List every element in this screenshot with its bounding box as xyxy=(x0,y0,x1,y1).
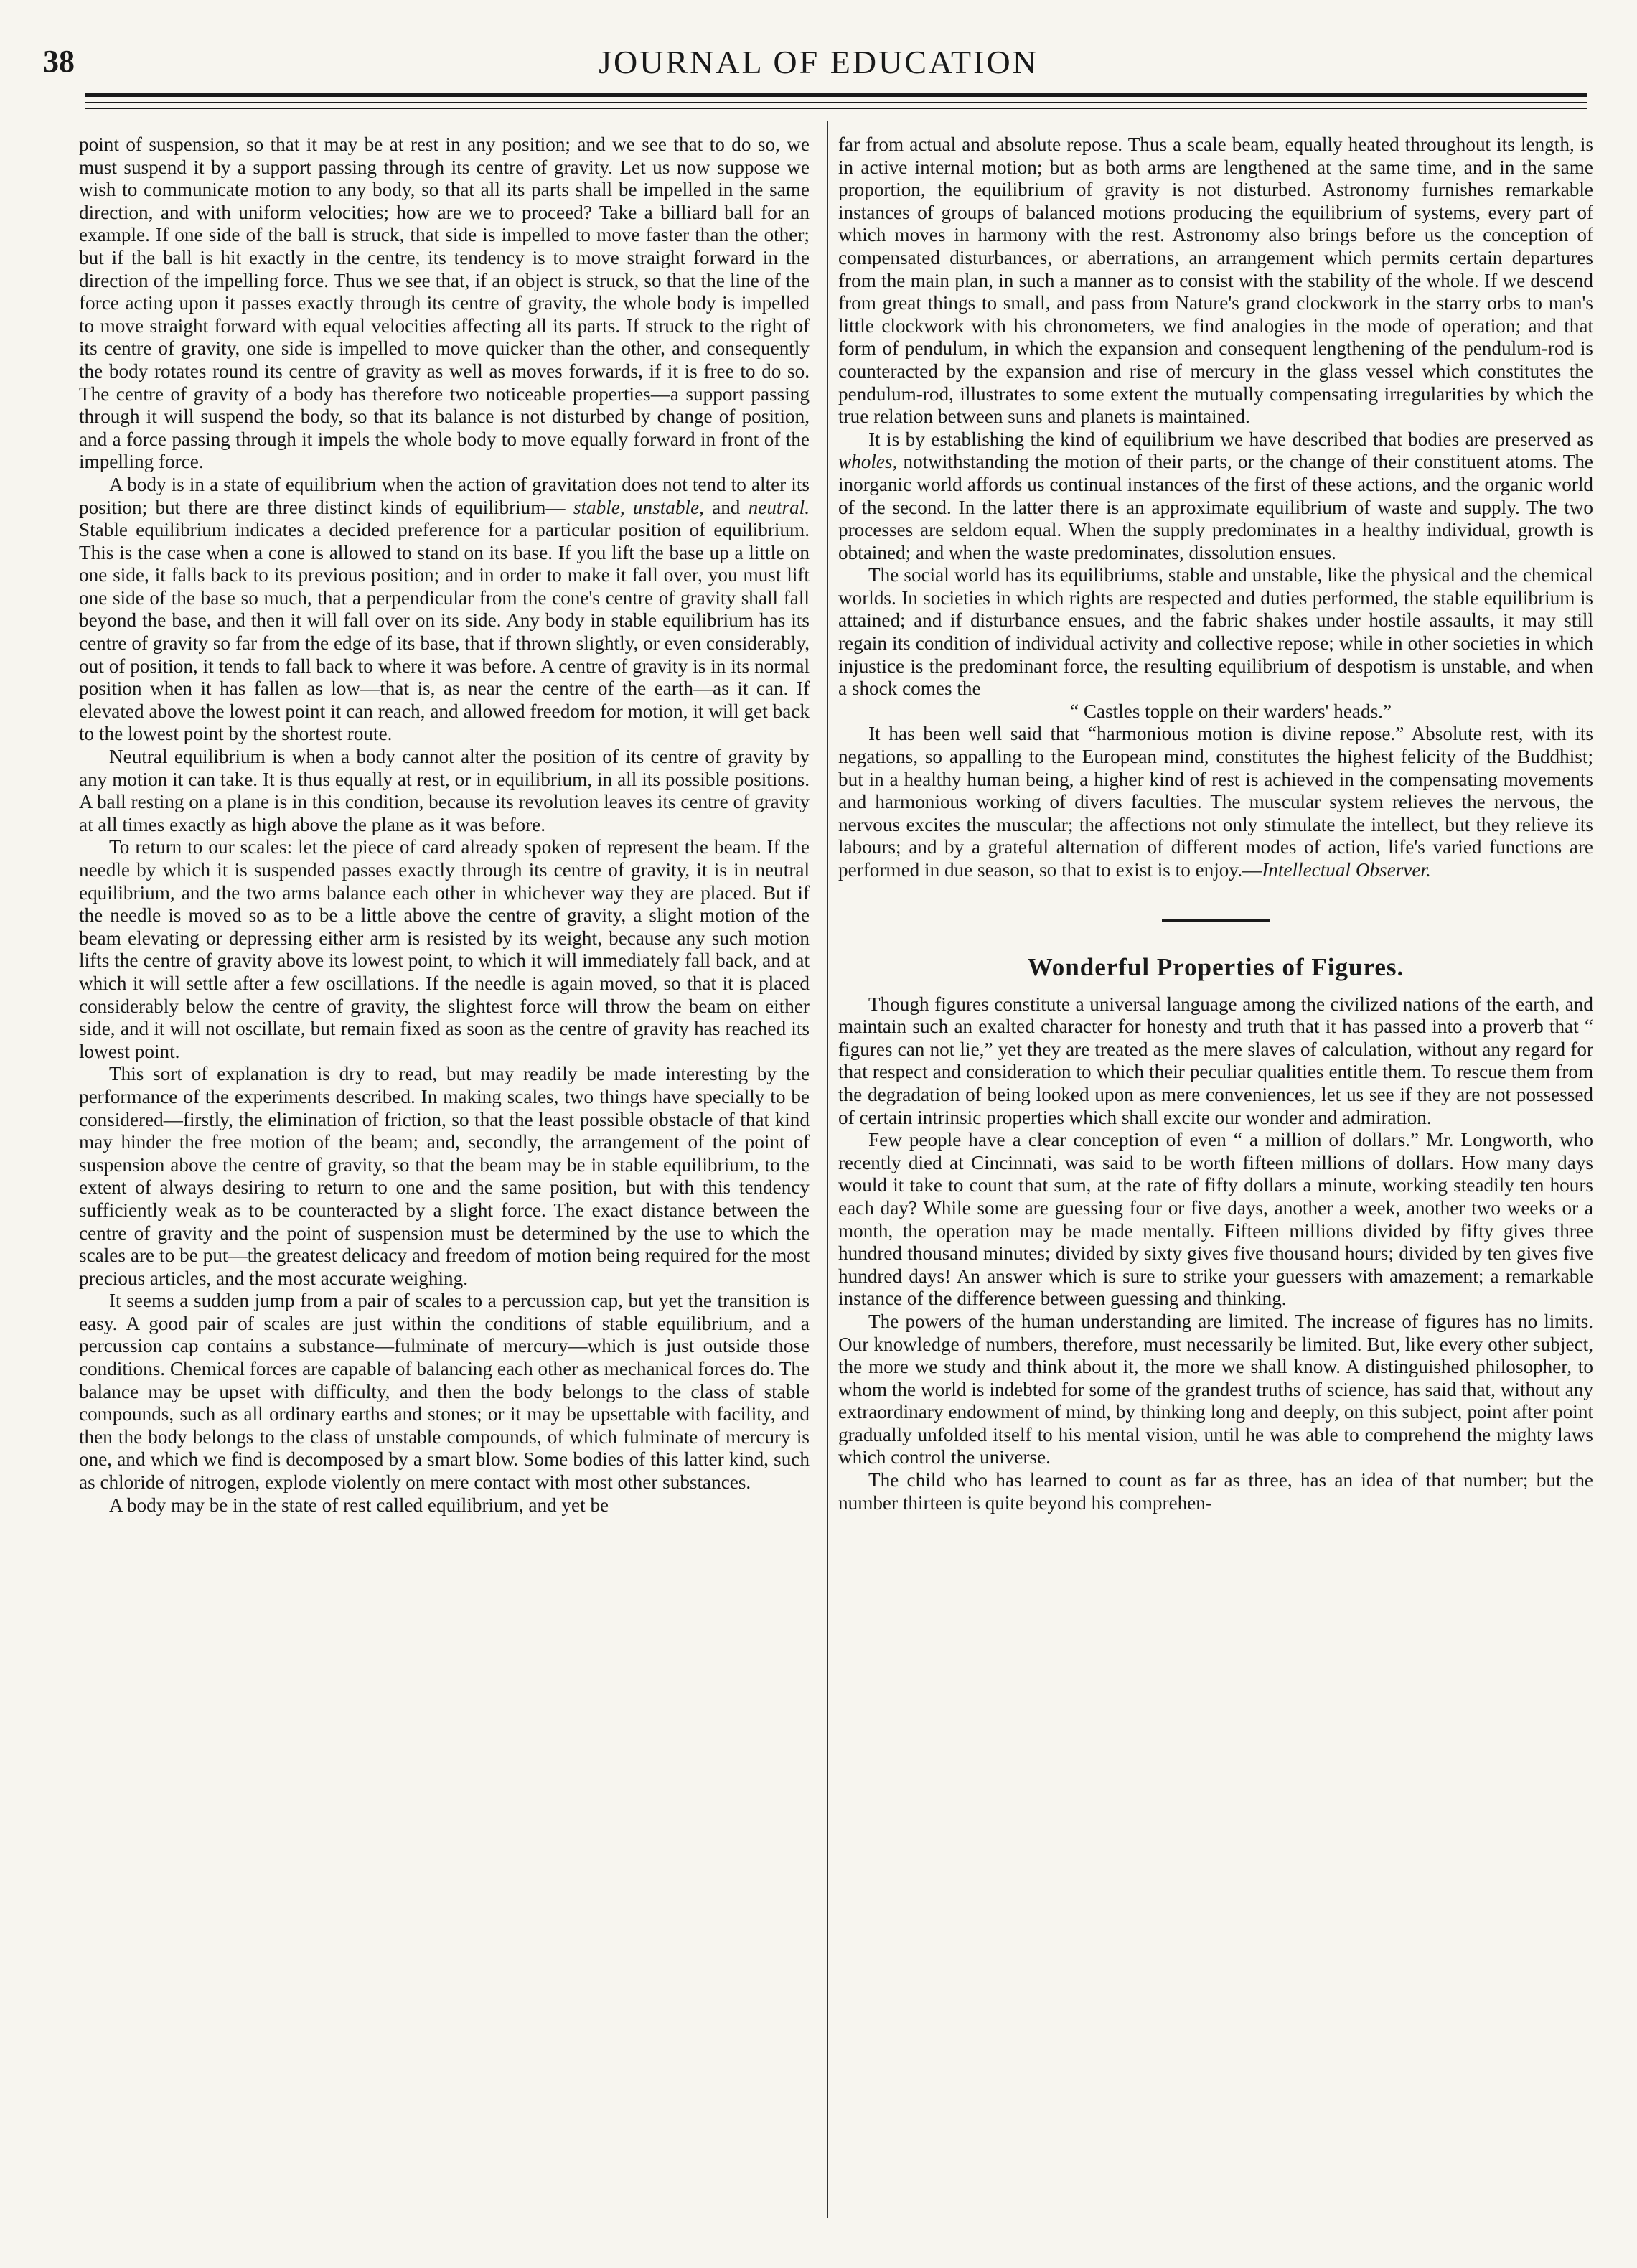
text-run: It has been well said that “harmonious motion is divine repose.” Absolute rest, with its negations, so appalling to the European mind, constitutes the highest felicity of the Buddhist; but in a healthy human being, a higher kind of rest is achieved in the compensating movements and harmonious working of divers faculties. The muscular system relieves the nervous, the nervous excites the muscular; the affections not only stimulate the intellect, but they relieve its labours; and by a grateful alternation of different modes of action, life's varied functions are performed in due season, so that to exist is to enjoy.— xyxy=(838,723,1593,881)
section-divider xyxy=(1162,919,1270,922)
paragraph: The child who has learned to count as far as three, has an idea of that number; but the number thirteen is quite beyond his comprehen- xyxy=(838,1469,1593,1514)
quotation: “ Castles topple on their warders' heads.” xyxy=(1069,700,1392,722)
emphasis-neutral: neutral. xyxy=(748,496,810,518)
paragraph: It seems a sudden jump from a pair of scales to a percussion cap, but yet the transition is easy. A good pair of scales are just within the conditions of stable equilibrium, and a percussion cap contains a substance—fulminate of mercury—which is just outside those conditions. Chemical forces are capable of balancing each other as mechanical forces do. The balance may be upset with difficulty, and then the body belongs to the class of stable compounds, such as all ordinary earths and stones; or it may be upsettable with facility, and then the body belongs to the class of unstable compounds, of which fulminate of mercury is one, and which we find is decomposed by a smart blow. Some bodies of this latter kind, such as chloride of nitrogen, explode violently on mere contact with most other substances. xyxy=(79,1290,810,1494)
column-divider xyxy=(827,121,828,2218)
header-rule-middle xyxy=(85,102,1587,103)
text-run: A body is in a state of equilibrium when the action of gravitation does not tend to alter its position; but there are three distinct kinds of equilibrium— xyxy=(79,473,810,518)
left-column xyxy=(79,133,810,2215)
emphasis-wholes: wholes, xyxy=(838,451,898,473)
paragraph: To return to our scales: let the piece of card already spoken of represent the beam. If the needle by which it is suspended passes exactly through its centre of gravity, it is in neutral equilibrium, and the two arms balance each other in whichever way they are placed. But if the needle is moved so as to be a little above the centre of gravity, a slight motion of the beam elevating or depressing either arm is resisted by its weight, because any such motion lifts the centre of gravity above its lowest point, to which it will immediately fall back, and at which it will settle after a few oscillations. If the needle is again moved, so that it is placed considerably below the centre of gravity, the slightest force will throw the beam on either side, and it will not oscillate, but remain fixed as soon as the centre of gravity has reached its lowest point. xyxy=(79,836,810,1062)
text-run: It is by establishing the kind of equilibrium we have described that bodies are preserved as xyxy=(868,428,1593,450)
paragraph: point of suspension, so that it may be at rest in any position; and we see that to do so, we must suspend it by a support passing through its centre of gravity. Let us now suppose we wish to communicate motion to any body, so that all its parts shall be impelled in the same direction, and with uniform velocities; how are we to proceed? Take a billiard ball for an example. If one side of the ball is struck, that side is impelled to move faster than the other; but if the ball is hit exactly in the centre, its tendency is to move straight forward in the direction of the impelling force. Thus we see that, if an object is struck, so that the line of the force acting upon it passes exactly through its centre of gravity, the whole body is impelled to move straight forward with equal velocities affecting all its parts. If struck to the right of its centre of gravity, one side is impelled to move quicker than the other, and consequently the body rotates round its centre of gravity as well as moves forwards, if it is free to do so. The centre of gravity of a body has therefore two noticeable properties—a support passing through it will suspend the body, so that its balance is not disturbed by change of position, and a force passing through it impels the whole body to move equally forward in front of the impelling force. xyxy=(79,133,810,473)
page-number: 38 xyxy=(43,44,75,79)
paragraph: Though figures constitute a universal language among the civilized nations of the earth, and maintain such an exalted character for honesty and truth that it has passed into a proverb that “ figures can not lie,” yet they are treated as the mere slaves of calculation, without any regard for that respect and consideration to which their peculiar qualities entitle them. To rescue them from the degradation of being looked upon as mere conveniences, let us see if they are not possessed of certain intrinsic properties which shall excite our wonder and admiration. xyxy=(838,993,1593,1128)
source-citation: Intellectual Observer. xyxy=(1262,859,1431,881)
paragraph: Neutral equilibrium is when a body cannot alter the position of its centre of gravity by any motion it can take. It is thus equally at rest, or in equilibrium, in all its possible positions. A ball resting on a plane is in this condition, because its revolution leaves its centre of gravity at all times exactly as high above the plane as it was before. xyxy=(79,746,810,835)
paragraph: Few people have a clear conception of even “ a million of dollars.” Mr. Longworth, who recently died at Cincinnati, was said to be worth fifteen millions of dollars. How many days would it take to count that sum, at the rate of fifty dollars a minute, working steadily ten hours each day? While some are guessing four or five days, another a week, another two weeks or a month, the operation may be made mentally. Fifteen millions divided by fifty gives three hundred thousand minutes; divided by sixty gives five thousand hours; divided by ten gives five hundred days! An answer which is sure to strike your guessers with amazement; a remarkable instance of the difference between guessing and thinking. xyxy=(838,1129,1593,1310)
paragraph: This sort of explanation is dry to read, but may readily be made interesting by the performance of the experiments described. In making scales, two things have specially to be considered—firstly, the elimination of friction, so that the least possible obstacle of that kind may hinder the free motion of the beam; and, secondly, the arrangement of the point of suspension above the centre of gravity, so that the beam may be in stable equilibrium, to the extent of always desiring to return to one and the same position, but with this tendency sufficiently weak as to be counteracted by a slight force. The exact distance between the centre of gravity and the point of suspension must be determined by the use to which the scales are to be put—the greatest delicacy and freedom of motion being required for the most precious articles, and the most accurate weighing. xyxy=(79,1063,810,1289)
header-rule-bottom xyxy=(85,108,1587,109)
paragraph xyxy=(838,723,1593,881)
paragraph xyxy=(79,474,810,746)
paragraph: far from actual and absolute repose. Thus a scale beam, equally heated throughout its length, is in active internal motion; but as both arms are lengthened at the same time, and in the same proportion, the equilibrium of gravity is not disturbed. Astronomy furnishes remarkable instances of groups of balanced motions producing the equilibrium of systems, every part of which moves in harmony with the rest. Astronomy also brings before us the conception of compensated disturbances, or aberrations, an arrangement which permits certain departures from the main plan, in such a manner as to consist with the stability of the whole. If we descend from great things to small, and pass from Nature's grand clockwork in the starry orbs to man's little clockwork with his chronometers, we find analogies in the mode of operation; and that form of pendulum, in which the expansion and consequent lengthening of the pendulum-rod is counteracted by the expansion and rise of mercury in the glass vessel which constitutes the pendulum-rod, illustrates to some extent the mutually compensating irregularities by which the true relation between suns and planets is maintained. xyxy=(838,133,1593,428)
paragraph xyxy=(838,428,1593,565)
paragraph: A body may be in the state of rest called equilibrium, and yet be xyxy=(109,1494,609,1516)
right-column xyxy=(838,133,1593,2215)
text-run: and xyxy=(703,496,749,518)
text-run: notwithstanding the motion of their parts, or the change of their constituent atoms. The inorganic world affords us continual instances of the first of these actions, and the organic world of the second. In the latter there is an approximate equilibrium of waste and supply. The two processes are seldom equal. When the supply predominates in a healthy individual, growth is obtained; and when the waste predominates, dissolution ensues. xyxy=(838,451,1593,563)
header-rule-top xyxy=(85,93,1587,97)
paragraph: The powers of the human understanding are limited. The increase of figures has no limits. Our knowledge of numbers, therefore, must necessarily be limited. But, like every other subject, the more we study and think about it, the more we shall know. A distinguished philosopher, to whom the world is indebted for some of the grandest truths of science, has said that, without any extraordinary endowment of mind, by thinking long and deeply, on this subject, point after point gradually unfolded itself to his mental vision, until he was able to comprehend the mighty laws which control the universe. xyxy=(838,1310,1593,1468)
text-run: Stable equilibrium indicates a decided preference for a particular position of equilibrium. This is the case when a cone is allowed to stand on its base. If you lift the base up a little on one side, it falls back to its previous position; and in order to make it fall over, you must lift one side of the base so much, that a perpendicular from the cone's centre of gravity shall fall beyond the base, and then it will fall over on its side. Any body in stable equilibrium has its centre of gravity so far from the edge of its base, that if thrown slightly, or even considerably, out of position, it tends to fall back to where it was before. A centre of gravity is in its normal position when it has fallen as low—that is, as near the centre of the earth—as it can. If elevated above the lowest point it can reach, and allowed freedom for motion, it will get back to the lowest point by the shortest route. xyxy=(79,519,810,745)
section-heading: Wonderful Properties of Figures. xyxy=(1027,952,1404,981)
journal-title: JOURNAL OF EDUCATION xyxy=(599,44,1038,80)
emphasis-unstable: unstable, xyxy=(632,496,704,518)
paragraph: The social world has its equilibriums, stable and unstable, like the physical and the chemical worlds. In societies in which rights are respected and duties performed, the stable equilibrium is attained; and if disturbance ensues, and the fabric shakes under hostile assaults, it may still regain its condition of individual activity and collective repose; while in other societies in which injustice is the predominant force, the resulting equilibrium of despotism is unstable, and when a shock comes the xyxy=(838,564,1593,700)
emphasis-stable: stable, xyxy=(573,496,625,518)
